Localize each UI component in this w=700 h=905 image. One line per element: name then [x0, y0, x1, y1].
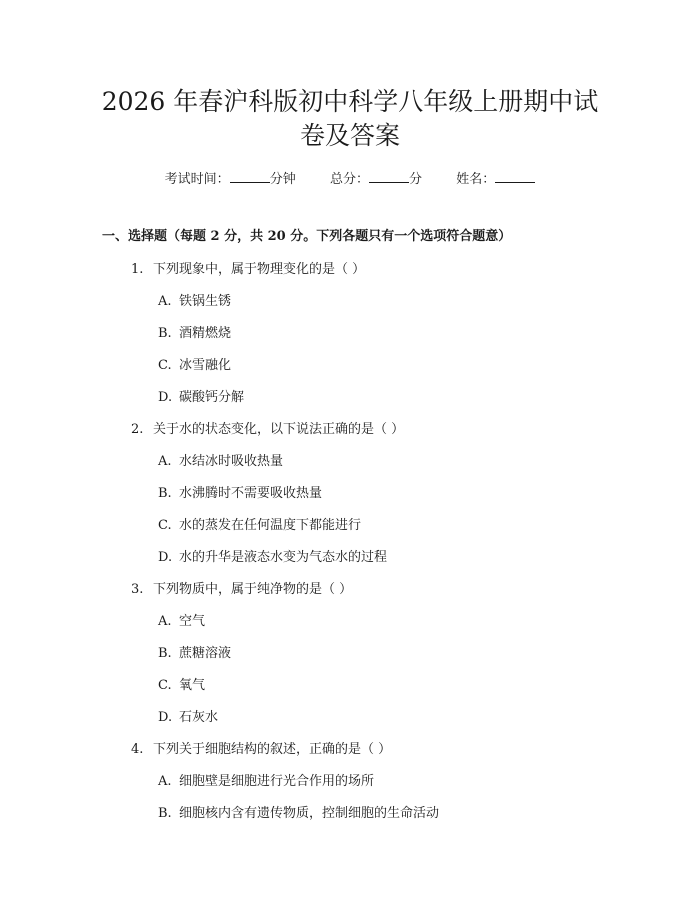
option-letter: B. [158, 486, 172, 501]
question-text: 下列关于细胞结构的叙述，正确的是（ ） [153, 742, 392, 757]
name-label: 姓名： [456, 172, 496, 187]
option-letter: A. [158, 294, 172, 309]
time-blank [230, 168, 270, 183]
option-text: 细胞核内含有遗传物质，控制细胞的生命活动 [179, 806, 440, 821]
question-number: 4. [131, 742, 144, 757]
option [158, 548, 387, 568]
question-text: 下列现象中，属于物理变化的是（ ） [153, 262, 366, 277]
option-letter: A. [158, 454, 172, 469]
option-letter: D. [158, 550, 173, 565]
exam-info-line [0, 168, 700, 190]
option-letter: B. [158, 646, 172, 661]
option [158, 388, 244, 408]
option-text: 水结冰时吸收热量 [179, 454, 284, 469]
option [158, 292, 231, 312]
option-letter: A. [158, 614, 172, 629]
option-text: 铁锅生锈 [179, 294, 232, 309]
option-letter: D. [158, 390, 173, 405]
question [131, 740, 391, 760]
exam-title-line-2: 卷及答案 [299, 121, 400, 150]
exam-title-line-1: 2026 年春沪科版初中科学八年级上册期中试 [101, 87, 599, 116]
time-unit: 分钟 [269, 172, 296, 187]
option [158, 356, 231, 376]
option-letter: B. [158, 326, 172, 341]
option-text: 空气 [179, 614, 206, 629]
option-text: 细胞壁是细胞进行光合作用的场所 [179, 774, 375, 789]
option-text: 石灰水 [179, 710, 219, 725]
question-number: 1. [131, 262, 144, 277]
section-heading-choice: 一、选择题（每题 2 分，共 20 分。下列各题只有一个选项符合题意） [102, 229, 512, 244]
option-text: 水沸腾时不需要吸收热量 [179, 486, 323, 501]
question-text: 下列物质中，属于纯净物的是（ ） [153, 582, 353, 597]
question-number: 2. [131, 422, 144, 437]
option [158, 676, 205, 696]
option-text: 水的蒸发在任何温度下都能进行 [179, 518, 362, 533]
option-letter: B. [158, 806, 172, 821]
name-blank [495, 168, 535, 183]
score-unit: 分 [409, 172, 423, 187]
option-letter: C. [158, 358, 172, 373]
question [131, 420, 404, 440]
option [158, 772, 374, 792]
option [158, 484, 322, 504]
option-letter: C. [158, 518, 172, 533]
option-text: 碳酸钙分解 [179, 390, 245, 405]
question [131, 260, 365, 280]
option [158, 708, 218, 728]
option [158, 516, 361, 536]
option-text: 蔗糖溶液 [179, 646, 232, 661]
option [158, 804, 439, 824]
option-letter: A. [158, 774, 172, 789]
option-text: 氧气 [179, 678, 206, 693]
option [158, 644, 231, 664]
option [158, 324, 231, 344]
score-label: 总分： [329, 172, 369, 187]
question [131, 580, 352, 600]
question-text: 关于水的状态变化，以下说法正确的是（ ） [153, 422, 405, 437]
option [158, 612, 205, 632]
option-letter: D. [158, 710, 173, 725]
option-text: 冰雪融化 [179, 358, 232, 373]
option-text: 水的升华是液态水变为气态水的过程 [179, 550, 388, 565]
score-blank [369, 168, 409, 183]
question-number: 3. [131, 582, 144, 597]
option-text: 酒精燃烧 [179, 326, 232, 341]
option [158, 452, 283, 472]
time-label: 考试时间： [164, 172, 230, 187]
option-letter: C. [158, 678, 172, 693]
